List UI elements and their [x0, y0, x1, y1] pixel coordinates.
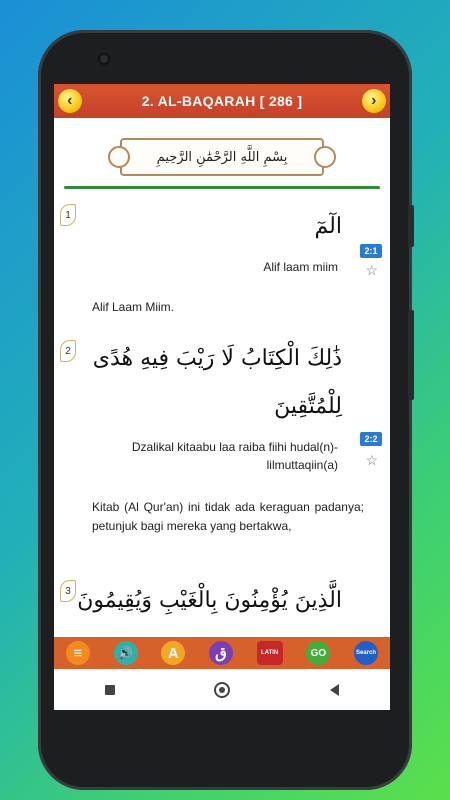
app-screen [54, 84, 390, 710]
verse-number-badge: 2 [60, 340, 76, 362]
verse-number-badge: 3 [60, 580, 76, 602]
go-icon[interactable]: GO [306, 641, 330, 665]
back-icon[interactable] [319, 680, 349, 700]
front-camera [98, 53, 110, 65]
power-button [408, 310, 414, 400]
title-bar [54, 84, 390, 118]
chevron-right-icon[interactable]: › [362, 89, 386, 113]
star-icon[interactable]: ☆ [365, 452, 378, 468]
divider [64, 186, 380, 189]
verse-latin: Alif laam miim [263, 260, 338, 274]
verse-arabic-line2: لِلْمُتَّقِينَ [274, 394, 342, 419]
search-icon[interactable]: Search [354, 641, 378, 665]
verse-list[interactable] [54, 118, 390, 637]
verse-arabic-line1: ذَٰلِكَ الْكِتَابُ لَا رَيْبَ فِيهِ هُدًى [92, 346, 342, 371]
list-icon[interactable]: ≡ [66, 641, 90, 665]
system-nav-bar [54, 669, 390, 710]
home-icon[interactable] [207, 680, 237, 700]
speaker-icon[interactable]: 🔊 [114, 641, 138, 665]
verse-latin-line2: lilmuttaqiin(a) [266, 458, 338, 472]
qaf-icon[interactable]: ق [209, 641, 233, 665]
font-a-icon[interactable]: A [161, 641, 185, 665]
verse-translation: Kitab (Al Qur'an) ini tidak ada keraguan padanya; petunjuk bagi mereka yang bertakwa, [92, 500, 364, 533]
surah-title: 2. AL-BAQARAH [ 286 ] [141, 93, 303, 109]
verse-ref-badge[interactable]: 2:2 [360, 432, 382, 446]
star-icon[interactable]: ☆ [365, 262, 378, 278]
verse-arabic: الَّذِينَ يُؤْمِنُونَ بِالْغَيْبِ وَيُقِيمُونَ [77, 588, 342, 613]
bismillah-banner [120, 138, 324, 176]
verse-latin-line1: Dzalikal kitaabu laa raiba fiihi hudal(n)- [131, 440, 338, 454]
verse-arabic: الٓمٓ [314, 214, 342, 239]
latin-icon[interactable]: LATIN [257, 641, 283, 665]
bismillah-text: بِسْمِ اللَّهِ الرَّحْمَٰنِ الرَّحِيمِ [156, 149, 288, 165]
verse-translation: Alif Laam Miim. [92, 300, 175, 314]
chevron-left-icon[interactable]: ‹ [58, 89, 82, 113]
bottom-toolbar [54, 637, 390, 669]
verse-ref-badge[interactable]: 2:1 [360, 244, 382, 258]
volume-button [408, 205, 414, 247]
verse-number-badge: 1 [60, 204, 76, 226]
recents-icon[interactable] [95, 680, 125, 700]
